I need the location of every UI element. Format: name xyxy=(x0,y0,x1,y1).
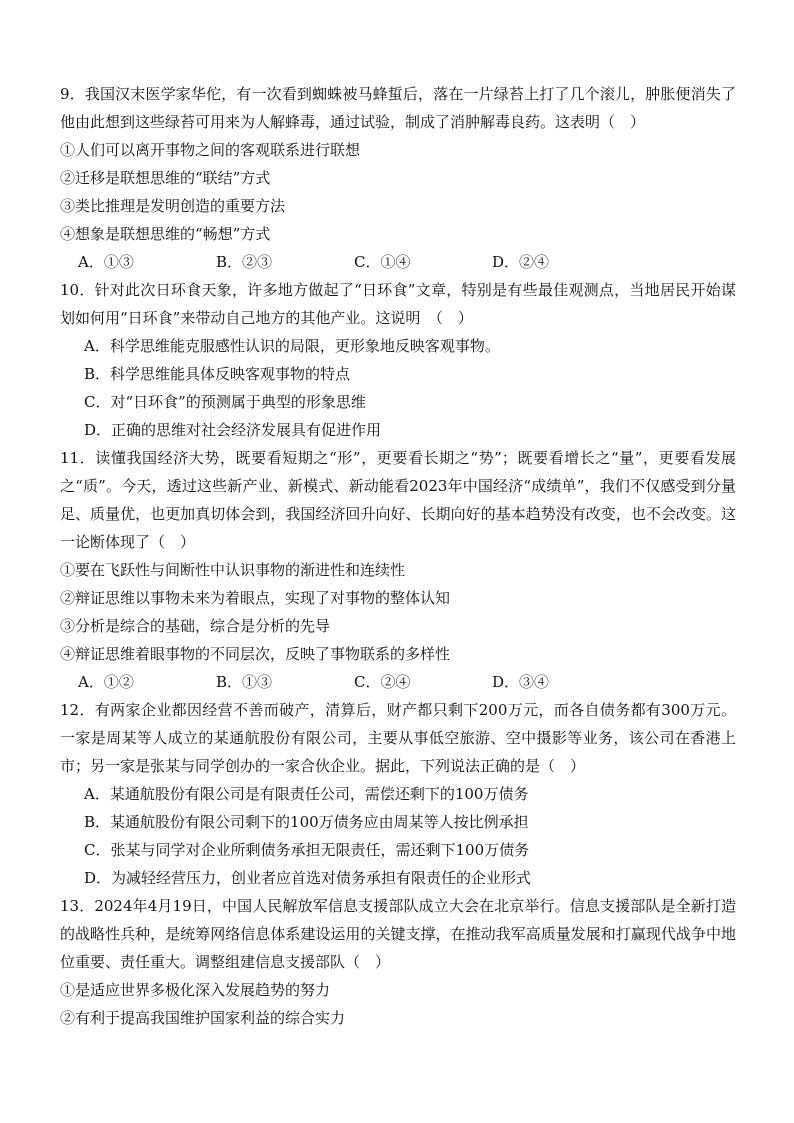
question-9-choice-b: B．②③ xyxy=(216,253,273,271)
question-10-stem: 10．针对此次日环食天象，许多地方做起了“日环食”文章，特别是有些最佳观测点，当地居民开始谋划如何用“日环食”来带动自己地方的其他产业。这说明 （ ） xyxy=(60,281,736,327)
question-9-item-3: ③类比推理是发明创造的重要方法 xyxy=(60,197,286,215)
question-13-stem: 13．2024年4月19日，中国人民解放军信息支援部队成立大会在北京举行。信息支援部队是全新打造的战略性兵种，是统筹网络信息体系建设运用的关键支撑，在推动我军高质量发展和打赢现代战争中地位重要、责任重大。调整组建信息支援部队（ ） xyxy=(60,897,736,971)
question-9-choices xyxy=(60,248,736,276)
question-11-choice-b: B．①③ xyxy=(216,673,273,691)
question-9 xyxy=(60,80,736,276)
question-11-choice-c: C．②④ xyxy=(354,673,411,691)
question-10-option-c: C．对“日环食”的预测属于典型的形象思维 xyxy=(84,393,366,411)
question-12-option-b: B．某通航股份有限公司剩下的100万债务应由周某等人按比例承担 xyxy=(84,813,529,831)
question-11-item-2: ②辩证思维以事物未来为着眼点，实现了对事物的整体认知 xyxy=(60,589,451,607)
question-10-option-a: A．科学思维能克服感性认识的局限，更形象地反映客观事物。 xyxy=(84,337,500,355)
question-13 xyxy=(60,892,736,1032)
question-12-option-a: A．某通航股份有限公司是有限责任公司，需偿还剩下的100万债务 xyxy=(84,785,529,803)
question-9-choice-d: D．②④ xyxy=(492,253,550,271)
question-12-stem: 12．有两家企业都因经营不善而破产，清算后，财产都只剩下200万元，而各自债务都有300万元。一家是周某等人成立的某通航股份有限公司，主要从事低空旅游、空中摄影等业务，该公司在香港上市；另一家是张某与同学创办的一家合伙企业。据此，下列说法正确的是（ ） xyxy=(60,701,736,775)
question-13-item-1: ①是适应世界多极化深入发展趋势的努力 xyxy=(60,981,331,999)
question-12-option-c: C．张某与同学对企业所剩债务承担无限责任，需还剩下100万债务 xyxy=(84,841,530,859)
question-11-choice-a: A．①② xyxy=(78,673,134,691)
question-13-item-2: ②有利于提高我国维护国家利益的综合实力 xyxy=(60,1009,346,1027)
questions-column xyxy=(60,80,736,1032)
question-10-option-d: D．正确的思维对社会经济发展具有促进作用 xyxy=(84,421,382,439)
question-11-choice-d: D．③④ xyxy=(492,673,550,691)
question-10 xyxy=(60,276,736,444)
question-9-choice-c: C．①④ xyxy=(354,253,411,271)
question-9-item-4: ④想象是联想思维的“畅想”方式 xyxy=(60,225,271,243)
question-11-item-1: ①要在飞跃性与间断性中认识事物的渐进性和连续性 xyxy=(60,561,406,579)
question-10-option-b: B．科学思维能具体反映客观事物的特点 xyxy=(84,365,351,383)
question-9-choice-a: A．①③ xyxy=(78,253,134,271)
question-12 xyxy=(60,696,736,892)
question-11-stem: 11．读懂我国经济大势，既要看短期之“形”，更要看长期之“势”；既要看增长之“量”，更要看发展之“质”。今天，透过这些新产业、新模式、新动能看2023年中国经济“成绩单”，我们不仅感受到分量足、质量优，也更加真切体会到，我国经济回升向好、长期向好的基本趋势没有改变，也不会改变。这一论断体现了（ ） xyxy=(60,449,736,551)
question-11-item-3: ③分析是综合的基础，综合是分析的先导 xyxy=(60,617,331,635)
question-9-stem: 9．我国汉末医学家华佗，有一次看到蜘蛛被马蜂蜇后，落在一片绿苔上打了几个滚儿，肿胀便消失了他由此想到这些绿苔可用来为人解蜂毒，通过试验，制成了消肿解毒良药。这表明（ ） xyxy=(60,85,736,131)
question-9-item-2: ②迁移是联想思维的“联结”方式 xyxy=(60,169,271,187)
question-9-item-1: ①人们可以离开事物之间的客观联系进行联想 xyxy=(60,141,361,159)
question-11-item-4: ④辩证思维着眼事物的不同层次，反映了事物联系的多样性 xyxy=(60,645,451,663)
question-12-option-d: D．为减轻经营压力，创业者应首选对债务承担有限责任的企业形式 xyxy=(84,869,532,887)
question-11-choices xyxy=(60,668,736,696)
question-11 xyxy=(60,444,736,696)
